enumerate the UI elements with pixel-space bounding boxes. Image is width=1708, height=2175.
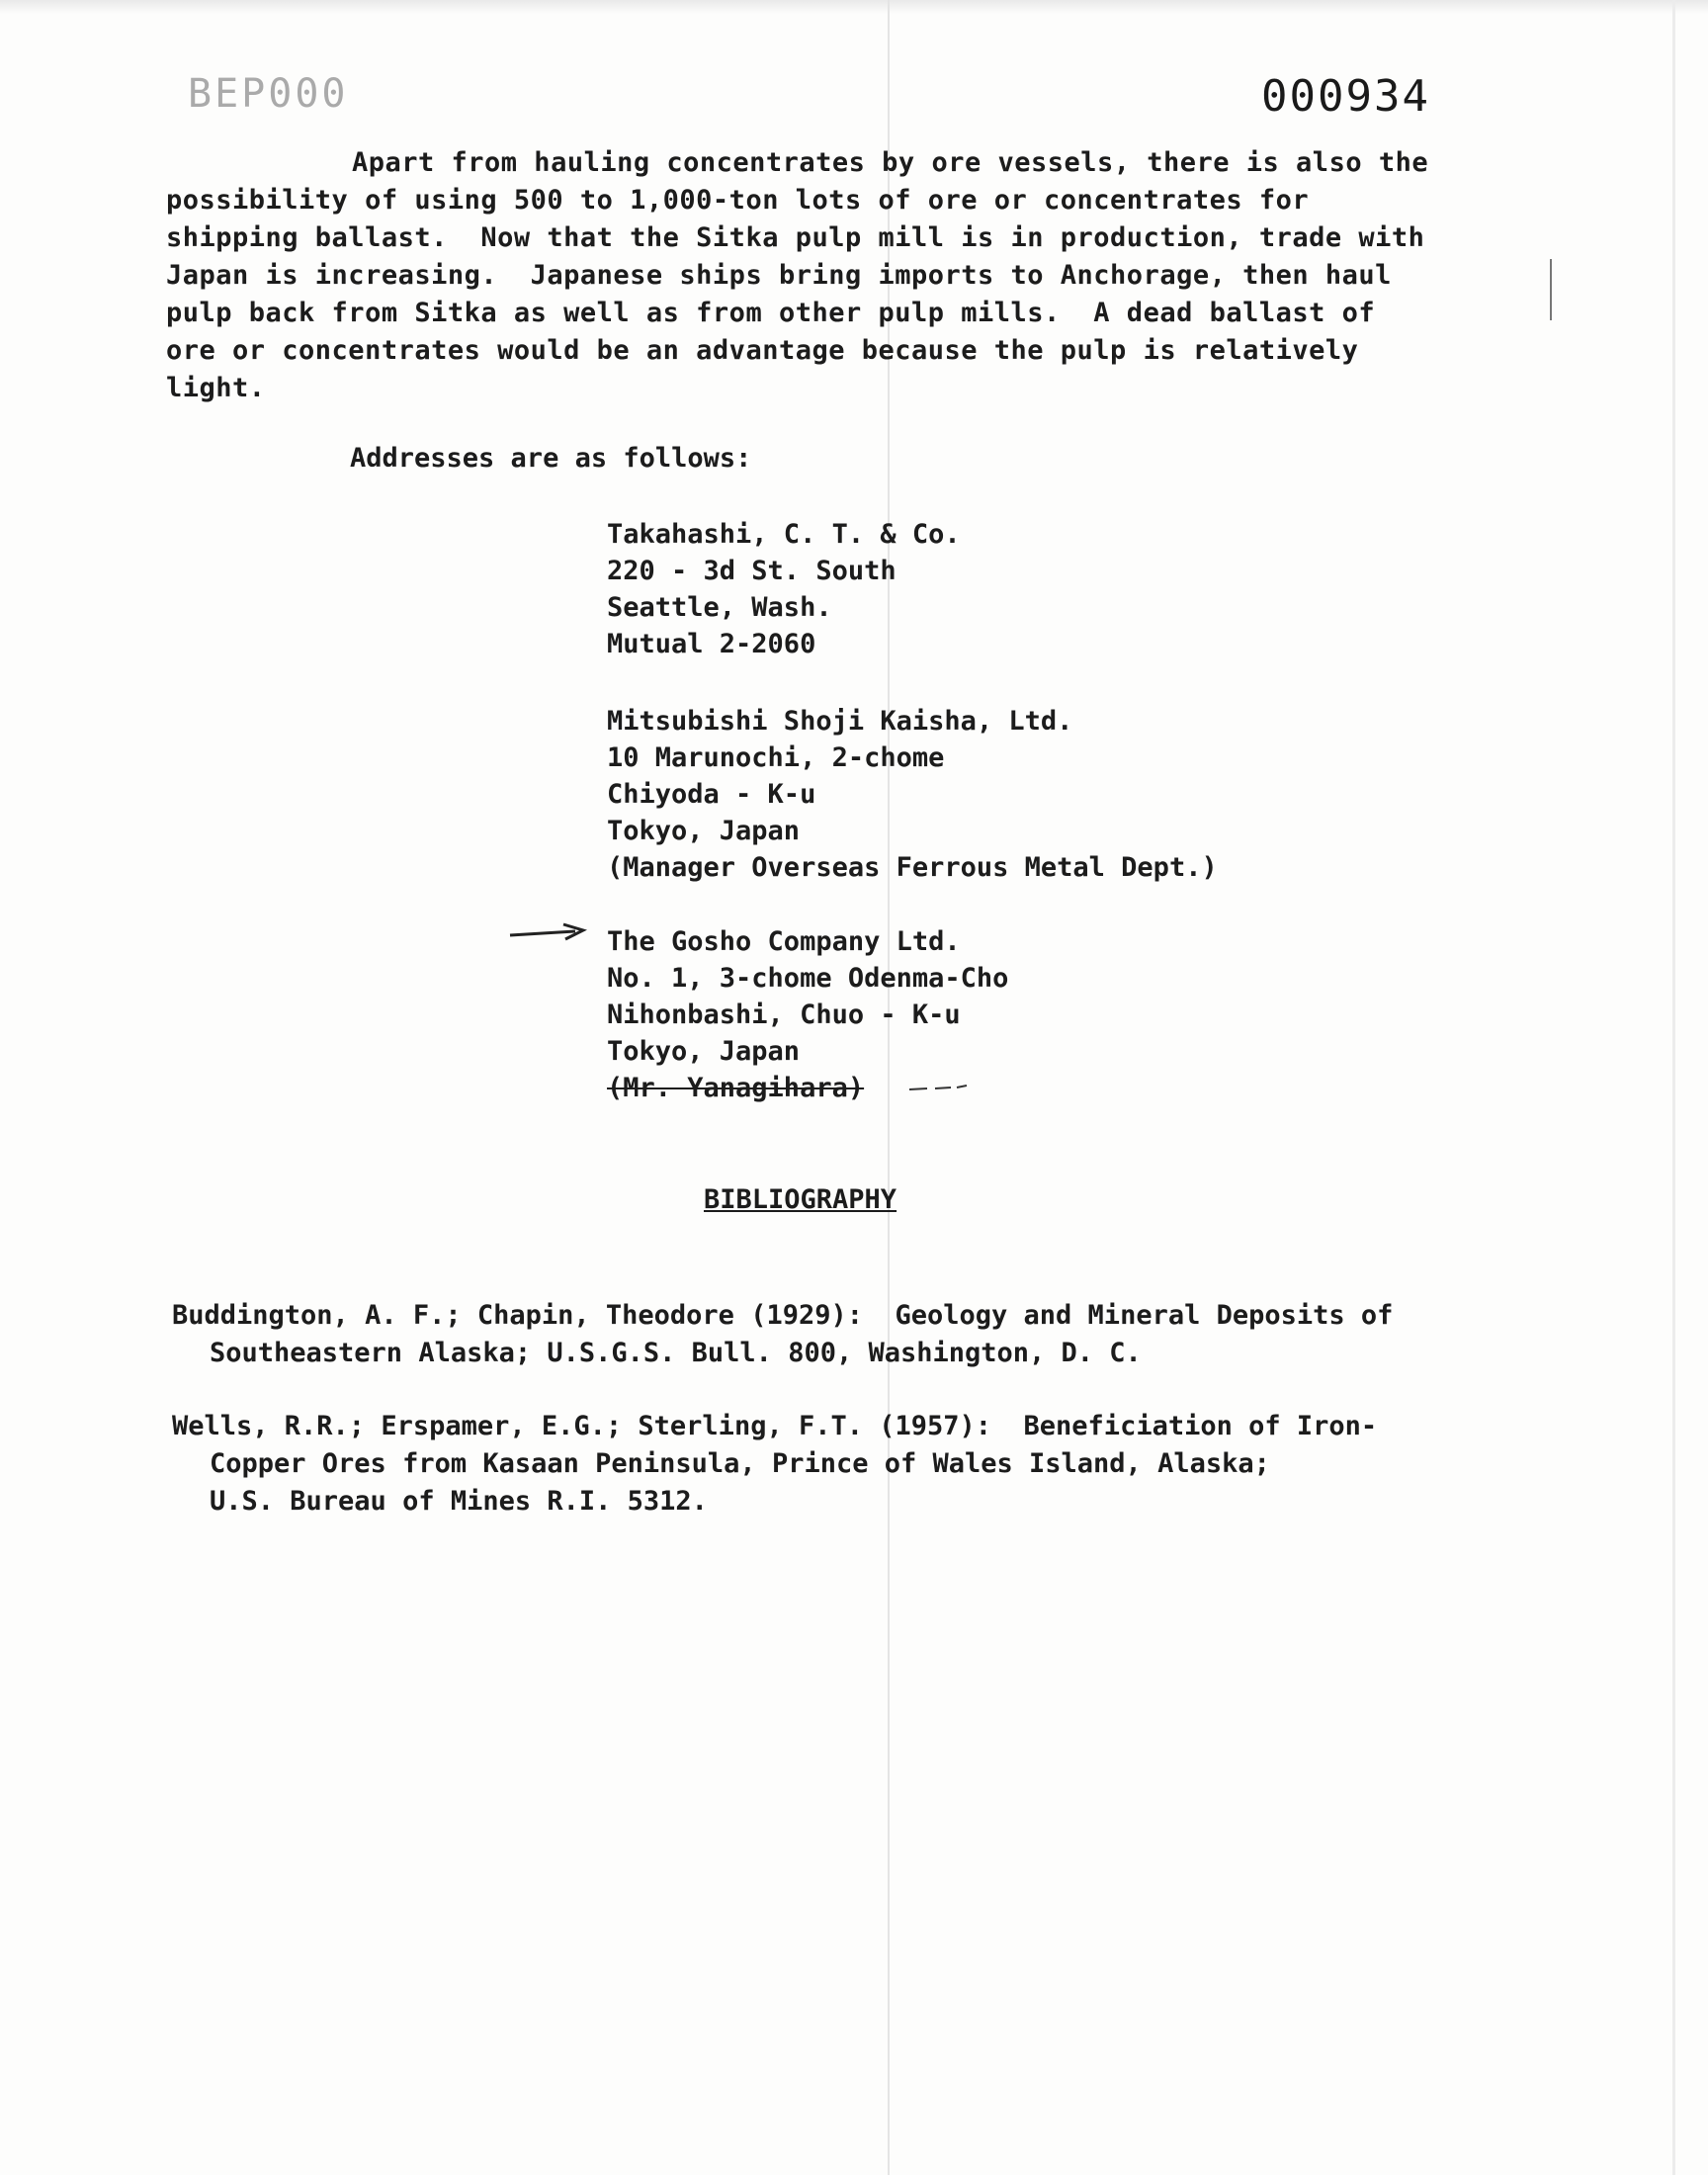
address-line: Seattle, Wash.	[607, 592, 832, 623]
reference-line: Wells, R.R.; Erspamer, E.G.; Sterling, F.T. (1957): Beneficiation of Iron-	[172, 1411, 1378, 1441]
paragraph-line: possibility of using 500 to 1,000-ton lots of ore or concentrates for	[166, 185, 1310, 216]
page-number-stamp: 000934	[1261, 71, 1430, 122]
reference-line: Copper Ores from Kasaan Peninsula, Prince of Wales Island, Alaska;	[210, 1448, 1270, 1479]
paragraph-line: pulp back from Sitka as well as from other pulp mills. A dead ballast of	[166, 298, 1376, 328]
paragraph-line: shipping ballast. Now that the Sitka pulp mill is in production, trade with	[166, 222, 1425, 253]
paragraph-line: Japan is increasing. Japanese ships bring imports to Anchorage, then haul	[166, 260, 1392, 291]
address-line: Mitsubishi Shoji Kaisha, Ltd.	[607, 706, 1073, 737]
handwritten-dash-mark	[907, 1082, 969, 1095]
body-paragraph	[166, 144, 1570, 407]
address-line: Tokyo, Japan	[607, 816, 801, 846]
address-block-takahashi	[607, 516, 961, 662]
address-line: (Manager Overseas Ferrous Metal Dept.)	[607, 852, 1218, 883]
addresses-intro: Addresses are as follows:	[350, 443, 752, 474]
margin-mark	[1550, 259, 1552, 320]
scan-right-edge	[1672, 0, 1675, 2175]
address-line: Mutual 2-2060	[607, 629, 816, 659]
address-line: No. 1, 3-chome Odenma-Cho	[607, 963, 1009, 994]
address-line: 10 Marunochi, 2-chome	[607, 742, 945, 773]
scan-top-edge	[0, 0, 1708, 14]
address-line: Tokyo, Japan	[607, 1036, 801, 1067]
address-block-mitsubishi	[607, 703, 1218, 886]
struck-address-line: (Mr. Yanagihara)	[607, 1073, 865, 1103]
address-line: Nihonbashi, Chuo - K-u	[607, 1000, 961, 1030]
paragraph-line: light.	[166, 373, 266, 403]
reference-wells	[172, 1408, 1576, 1521]
reference-buddington	[172, 1297, 1576, 1372]
address-line: Takahashi, C. T. & Co.	[607, 519, 961, 550]
reference-line: U.S. Bureau of Mines R.I. 5312.	[210, 1486, 708, 1517]
bibliography-heading: BIBLIOGRAPHY	[704, 1184, 897, 1215]
paragraph-line: ore or concentrates would be an advantage because the pulp is relatively	[166, 335, 1359, 366]
address-line: The Gosho Company Ltd.	[607, 926, 961, 957]
address-line: Chiyoda - K-u	[607, 779, 816, 810]
reference-line: Buddington, A. F.; Chapin, Theodore (1929): Geology and Mineral Deposits of	[172, 1300, 1394, 1331]
address-line: 220 - 3d St. South	[607, 556, 897, 586]
address-block-gosho	[607, 923, 1008, 1106]
document-stamp-left: BEP000	[188, 71, 349, 117]
paragraph-line: Apart from hauling concentrates by ore vessels, there is also the	[352, 147, 1429, 178]
reference-line: Southeastern Alaska; U.S.G.S. Bull. 800, Washington, D. C.	[210, 1338, 1142, 1368]
handwritten-arrow-icon	[508, 921, 587, 943]
